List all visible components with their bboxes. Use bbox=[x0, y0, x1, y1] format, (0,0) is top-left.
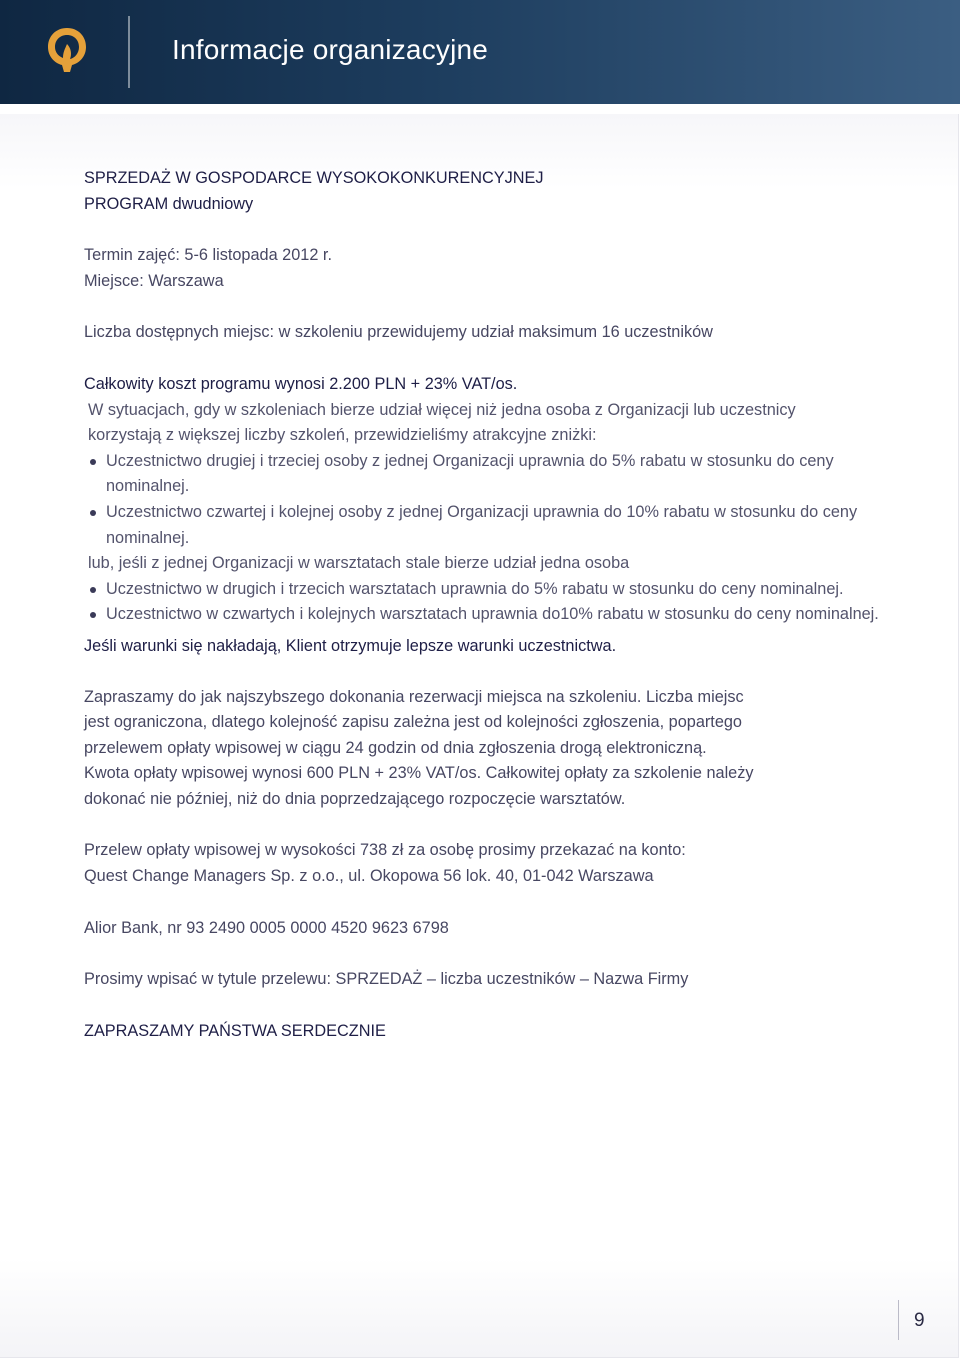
program-name: SPRZEDAŻ W GOSPODARCE WYSOKOKONKURENCYJNEJ bbox=[84, 169, 544, 187]
discount-or-line: lub, jeśli z jednej Organizacji w warsztatach stale bierze udział jedna osoba bbox=[88, 554, 630, 573]
registration-line-4: Kwota opłaty wpisowej wynosi 600 PLN + 23% VAT/os. Całkowitej opłaty za szkolenie należy bbox=[84, 764, 754, 783]
place-line: Miejsce: Warszawa bbox=[84, 271, 224, 290]
registration-line-5: dokonać nie później, niż do dnia poprzedzającego rozpoczęcie warsztatów. bbox=[84, 789, 626, 808]
seats-line: Liczba dostępnych miejsc: w szkoleniu przewidujemy udział maksimum 16 uczestników bbox=[84, 323, 713, 342]
list-item: Uczestnictwo czwartej i kolejnej osoby z jednej Organizacji uprawnia do 10% rabatu w stosunku do ceny nominalnej. bbox=[84, 500, 894, 551]
program-type: PROGRAM dwudniowy bbox=[84, 194, 254, 213]
payment-line-1: Przelew opłaty wpisowej w wysokości 738 zł za osobę prosimy przekazać na konto: bbox=[84, 841, 686, 860]
term-line: Termin zajęć: 5-6 listopada 2012 r. bbox=[84, 246, 332, 265]
bank-account-line: Alior Bank, nr 93 2490 0005 0000 4520 9623 6798 bbox=[84, 918, 449, 937]
discount-list-workshops bbox=[84, 577, 894, 628]
footer-divider bbox=[898, 1300, 899, 1340]
list-item: Uczestnictwo w drugich i trzecich warsztatach uprawnia do 5% rabatu w stosunku do ceny nominalnej. bbox=[84, 577, 894, 603]
list-item: Uczestnictwo drugiej i trzeciej osoby z jednej Organizacji uprawnia do 5% rabatu w stosunku do ceny nominalnej. bbox=[84, 449, 894, 500]
discount-list-organization bbox=[84, 449, 894, 551]
document-body bbox=[84, 166, 894, 1044]
page-title: Informacje organizacyjne bbox=[172, 34, 489, 65]
page-header bbox=[0, 0, 960, 104]
closing-line: ZAPRASZAMY PAŃSTWA SERDECZNIE bbox=[84, 1021, 386, 1040]
registration-line-3: przelewem opłaty wpisowej w ciągu 24 godzin od dnia zgłoszenia drogą elektroniczną. bbox=[84, 738, 707, 757]
discount-intro-line-1: W sytuacjach, gdy w szkoleniach bierze udział więcej niż jedna osoba z Organizacji lub uczestnicy bbox=[88, 400, 796, 419]
header-divider bbox=[128, 16, 130, 88]
q-flame-logo-icon bbox=[44, 24, 90, 74]
discount-note: Jeśli warunki się nakładają, Klient otrzymuje lepsze warunki uczestnictwa. bbox=[84, 636, 617, 655]
list-item: Uczestnictwo w czwartych i kolejnych warsztatach uprawnia do10% rabatu w stosunku do ceny nominalnej. bbox=[84, 602, 894, 628]
registration-line-1: Zapraszamy do jak najszybszego dokonania rezerwacji miejsca na szkoleniu. Liczba miejsc bbox=[84, 687, 744, 706]
registration-line-2: jest ograniczona, dlatego kolejność zapisu zależna jest od kolejności zgłoszenia, popartego bbox=[84, 713, 742, 732]
discount-intro-line-2: korzystają z większej liczby szkoleń, przewidzieliśmy atrakcyjne zniżki: bbox=[88, 426, 597, 445]
cost-line: Całkowity koszt programu wynosi 2.200 PLN + 23% VAT/os. bbox=[84, 374, 518, 393]
page-number: 9 bbox=[914, 1310, 925, 1331]
transfer-title-line: Prosimy wpisać w tytule przelewu: SPRZEDAŻ – liczba uczestników – Nazwa Firmy bbox=[84, 970, 689, 989]
payment-line-2: Quest Change Managers Sp. z o.o., ul. Okopowa 56 lok. 40, 01-042 Warszawa bbox=[84, 867, 654, 886]
